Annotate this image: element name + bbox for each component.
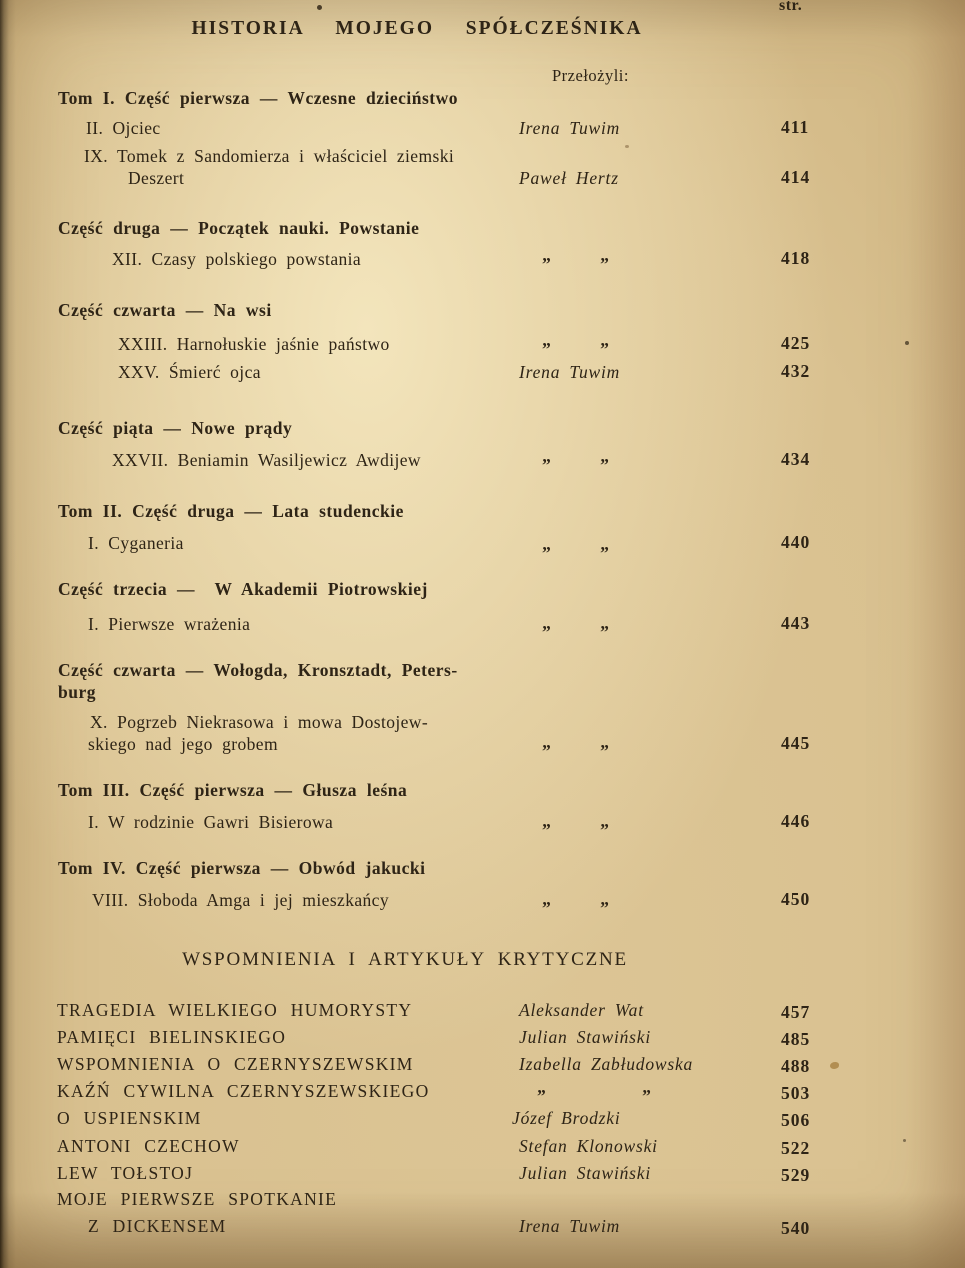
article-page-number: 506 xyxy=(781,1110,811,1130)
entry-title: XXIII. Harnołuskie jaśnie państwo xyxy=(118,334,390,354)
entry-title: I. W rodzinie Gawri Bisierowa xyxy=(88,812,334,832)
article-row xyxy=(0,1162,965,1188)
toc-entry-row xyxy=(0,449,965,475)
article-translator: Aleksander Wat xyxy=(519,1000,644,1020)
entry-page-number: 445 xyxy=(781,733,811,753)
article-page-number: 457 xyxy=(781,1002,811,1022)
section-heading-row xyxy=(0,857,965,883)
section-heading-row xyxy=(0,578,965,604)
article-title: TRAGEDIA WIELKIEGO HUMORYSTY xyxy=(57,1000,413,1020)
article-title: MOJE PIERWSZE SPOTKANIE xyxy=(57,1189,338,1209)
toc-entry-continuation-row xyxy=(0,733,965,759)
article-translator: Józef Brodzki xyxy=(512,1108,621,1128)
toc-entry-row xyxy=(0,361,965,387)
paper-speck xyxy=(317,5,322,10)
toc-entry-row xyxy=(0,248,965,274)
section-heading: Część piąta — Nowe prądy xyxy=(58,418,293,438)
section-heading: Część czwarta — Wołogda, Kronsztadt, Peters- xyxy=(58,660,458,680)
article-row xyxy=(0,1053,965,1079)
entry-page-number: 440 xyxy=(781,532,811,552)
article-row xyxy=(0,999,965,1025)
article-translator: Julian Stawiński xyxy=(519,1163,652,1183)
article-title: ANTONI CZECHOW xyxy=(57,1136,240,1156)
section-heading-continuation: burg xyxy=(58,682,96,702)
ditto-marks: ” ” xyxy=(542,622,609,642)
entry-page-number: 414 xyxy=(781,167,811,187)
entry-page-number: 418 xyxy=(781,248,811,268)
toc-entry-row xyxy=(0,613,965,642)
paper-speck xyxy=(905,341,909,345)
entry-title-continuation: skiego nad jego grobem xyxy=(88,734,278,754)
entry-page-number: 450 xyxy=(781,889,811,909)
section-heading: Tom II. Część druga — Lata studenckie xyxy=(58,501,404,521)
entry-page-number: 443 xyxy=(781,613,811,633)
entry-title-continuation: Deszert xyxy=(128,168,185,188)
section-heading: Tom III. Część pierwsza — Głusza leśna xyxy=(58,780,408,800)
section-heading-row xyxy=(0,779,965,805)
ditto-marks: ” ” xyxy=(542,741,609,761)
article-title: PAMIĘCI BIELINSKIEGO xyxy=(57,1027,287,1047)
article-row xyxy=(0,1188,965,1214)
book-title: HISTORIA MOJEGO SPÓŁCZEŚNIKA xyxy=(191,18,643,39)
article-continuation-row xyxy=(0,1215,965,1241)
ditto-marks: ” ” xyxy=(537,1086,651,1106)
toc-entry-row xyxy=(0,333,965,359)
article-translator: Izabella Zabłudowska xyxy=(519,1054,694,1074)
ditto-marks: ” ” xyxy=(542,254,609,274)
entry-title: VIII. Słoboda Amga i jej mieszkańcy xyxy=(92,890,389,910)
article-page-number: 529 xyxy=(781,1165,811,1185)
toc-entry-row xyxy=(0,811,965,840)
article-translator: Stefan Klonowski xyxy=(519,1136,658,1156)
ditto-marks: ” ” xyxy=(542,543,609,563)
section-heading: Tom I. Część pierwsza — Wczesne dzieciństwo xyxy=(58,88,458,108)
article-title-continuation: Z DICKENSEM xyxy=(88,1216,227,1236)
section-heading-continuation-row xyxy=(0,681,965,707)
section-heading: Część trzecia — W Akademii Piotrowskiej xyxy=(58,579,428,599)
entry-page-number: 434 xyxy=(781,449,811,469)
entry-title: I. Cyganeria xyxy=(88,533,184,553)
article-translator: Irena Tuwim xyxy=(519,1216,621,1236)
toc-entry-continuation-row xyxy=(0,167,965,193)
article-title: LEW TOŁSTOJ xyxy=(57,1163,194,1183)
paper-speck xyxy=(625,145,629,148)
section-heading: Tom IV. Część pierwsza — Obwód jakucki xyxy=(58,858,426,878)
entry-page-number: 425 xyxy=(781,333,811,353)
article-page-number: 503 xyxy=(781,1083,811,1103)
page-corner-label: str. xyxy=(779,0,803,14)
entry-page-number: 432 xyxy=(781,361,811,381)
section-heading-row xyxy=(0,217,965,243)
article-row xyxy=(0,1107,965,1133)
entry-title: XII. Czasy polskiego powstania xyxy=(112,249,362,269)
ditto-marks: ” ” xyxy=(542,820,609,840)
section-heading-row xyxy=(0,299,965,325)
article-page-number: 522 xyxy=(781,1138,811,1158)
entry-title: X. Pogrzeb Niekrasowa i mowa Dostojew- xyxy=(90,712,429,732)
article-page-number: 540 xyxy=(781,1218,811,1238)
section-heading-row xyxy=(0,87,965,113)
entry-page-number: 446 xyxy=(781,811,811,831)
entry-title: II. Ojciec xyxy=(86,118,161,138)
article-title: WSPOMNIENIA O CZERNYSZEWSKIM xyxy=(57,1054,414,1074)
article-translator: Julian Stawiński xyxy=(519,1027,652,1047)
entry-translator: Irena Tuwim xyxy=(519,362,621,382)
article-row xyxy=(0,1026,965,1052)
ditto-marks: ” ” xyxy=(542,339,609,359)
section-heading: Część druga — Początek nauki. Powstanie xyxy=(58,218,420,238)
section-heading-row xyxy=(0,500,965,526)
toc-entry-row xyxy=(0,117,965,143)
article-title: O USPIENSKIM xyxy=(57,1108,202,1128)
paper-speck xyxy=(903,1139,906,1142)
section-heading-row xyxy=(0,417,965,443)
article-page-number: 485 xyxy=(781,1029,811,1049)
toc-entry-row xyxy=(0,532,965,563)
section-heading: Część czwarta — Na wsi xyxy=(58,300,272,320)
ditto-marks: ” ” xyxy=(542,455,609,475)
entry-title: XXVII. Beniamin Wasiljewicz Awdijew xyxy=(112,450,421,470)
translators-column-label: Przełożyli: xyxy=(552,66,629,85)
ditto-marks: ” ” xyxy=(542,898,609,918)
article-row xyxy=(0,1135,965,1161)
entry-title: IX. Tomek z Sandomierza i właściciel ziemski xyxy=(84,146,455,166)
entry-title: XXV. Śmierć ojca xyxy=(118,362,261,382)
articles-section-heading: WSPOMNIENIA I ARTYKUŁY KRYTYCZNE xyxy=(182,949,628,970)
entry-translator: Irena Tuwim xyxy=(519,118,621,138)
toc-entry-row xyxy=(0,889,965,918)
article-row xyxy=(0,1080,965,1106)
entry-translator: Paweł Hertz xyxy=(519,168,619,188)
entry-page-number: 411 xyxy=(781,117,810,137)
article-page-number: 488 xyxy=(781,1056,811,1076)
article-title: KAŹŃ CYWILNA CZERNYSZEWSKIEGO xyxy=(57,1081,430,1101)
entry-title: I. Pierwsze wrażenia xyxy=(88,614,251,634)
